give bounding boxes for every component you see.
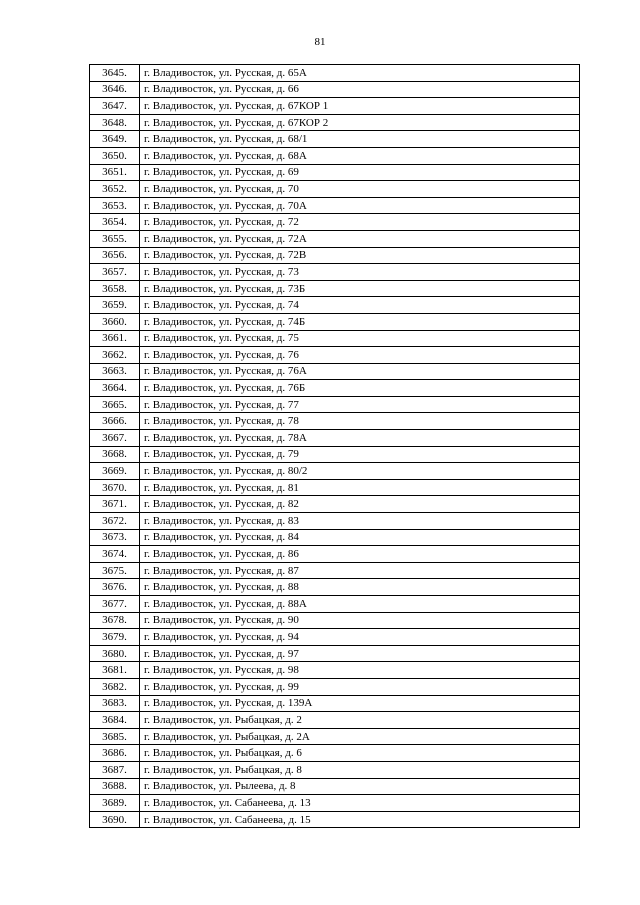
row-address: г. Владивосток, ул. Русская, д. 67КОР 1: [140, 98, 580, 115]
row-number: 3682.: [90, 678, 140, 695]
row-address: г. Владивосток, ул. Русская, д. 68А: [140, 147, 580, 164]
row-address: г. Владивосток, ул. Русская, д. 70: [140, 181, 580, 198]
table-row: [90, 645, 580, 662]
table-row: [90, 264, 580, 281]
row-number: 3658.: [90, 280, 140, 297]
row-number: 3662.: [90, 347, 140, 364]
table-row: [90, 446, 580, 463]
table-row: [90, 745, 580, 762]
row-address: г. Владивосток, ул. Русская, д. 68/1: [140, 131, 580, 148]
row-number: 3672.: [90, 513, 140, 530]
row-number: 3684.: [90, 712, 140, 729]
table-row: [90, 695, 580, 712]
table-row: [90, 147, 580, 164]
row-address: г. Владивосток, ул. Русская, д. 76Б: [140, 380, 580, 397]
table-row: [90, 197, 580, 214]
table-row: [90, 247, 580, 264]
row-number: 3686.: [90, 745, 140, 762]
row-address: г. Владивосток, ул. Русская, д. 88А: [140, 596, 580, 613]
row-address: г. Владивосток, ул. Рыбацкая, д. 2: [140, 712, 580, 729]
row-address: г. Владивосток, ул. Русская, д. 98: [140, 662, 580, 679]
table-row: [90, 596, 580, 613]
table-row: [90, 313, 580, 330]
row-address: г. Владивосток, ул. Русская, д. 78А: [140, 430, 580, 447]
row-address: г. Владивосток, ул. Рыбацкая, д. 2А: [140, 728, 580, 745]
table-row: [90, 347, 580, 364]
table-row: [90, 662, 580, 679]
row-address: г. Владивосток, ул. Русская, д. 72В: [140, 247, 580, 264]
address-table-body: [90, 65, 580, 828]
row-address: г. Владивосток, ул. Рыбацкая, д. 8: [140, 761, 580, 778]
table-row: [90, 612, 580, 629]
row-number: 3670.: [90, 479, 140, 496]
row-address: г. Владивосток, ул. Русская, д. 97: [140, 645, 580, 662]
table-row: [90, 65, 580, 82]
table-row: [90, 413, 580, 430]
row-address: г. Владивосток, ул. Русская, д. 79: [140, 446, 580, 463]
row-number: 3668.: [90, 446, 140, 463]
row-address: г. Владивосток, ул. Русская, д. 86: [140, 546, 580, 563]
row-number: 3645.: [90, 65, 140, 82]
row-address: г. Владивосток, ул. Русская, д. 78: [140, 413, 580, 430]
table-row: [90, 230, 580, 247]
table-row: [90, 712, 580, 729]
row-number: 3678.: [90, 612, 140, 629]
row-address: г. Владивосток, ул. Русская, д. 76А: [140, 363, 580, 380]
row-number: 3652.: [90, 181, 140, 198]
row-address: г. Владивосток, ул. Русская, д. 66: [140, 81, 580, 98]
row-number: 3681.: [90, 662, 140, 679]
row-address: г. Владивосток, ул. Сабанеева, д. 15: [140, 811, 580, 828]
row-number: 3690.: [90, 811, 140, 828]
row-address: г. Владивосток, ул. Русская, д. 81: [140, 479, 580, 496]
row-address: г. Владивосток, ул. Русская, д. 82: [140, 496, 580, 513]
row-number: 3675.: [90, 562, 140, 579]
row-address: г. Владивосток, ул. Русская, д. 72: [140, 214, 580, 231]
row-number: 3687.: [90, 761, 140, 778]
row-address: г. Владивосток, ул. Русская, д. 73: [140, 264, 580, 281]
table-row: [90, 181, 580, 198]
table-row: [90, 761, 580, 778]
row-number: 3649.: [90, 131, 140, 148]
row-address: г. Владивосток, ул. Сабанеева, д. 13: [140, 795, 580, 812]
row-number: 3654.: [90, 214, 140, 231]
row-address: г. Владивосток, ул. Русская, д. 139А: [140, 695, 580, 712]
row-number: 3688.: [90, 778, 140, 795]
row-number: 3667.: [90, 430, 140, 447]
row-address: г. Владивосток, ул. Русская, д. 75: [140, 330, 580, 347]
table-row: [90, 496, 580, 513]
row-number: 3656.: [90, 247, 140, 264]
row-number: 3676.: [90, 579, 140, 596]
row-address: г. Владивосток, ул. Русская, д. 80/2: [140, 463, 580, 480]
row-address: г. Владивосток, ул. Русская, д. 77: [140, 396, 580, 413]
table-row: [90, 297, 580, 314]
table-row: [90, 629, 580, 646]
row-number: 3663.: [90, 363, 140, 380]
row-address: г. Владивосток, ул. Русская, д. 70А: [140, 197, 580, 214]
row-number: 3673.: [90, 529, 140, 546]
table-row: [90, 363, 580, 380]
table-row: [90, 81, 580, 98]
row-address: г. Владивосток, ул. Русская, д. 94: [140, 629, 580, 646]
table-row: [90, 579, 580, 596]
table-row: [90, 811, 580, 828]
table-row: [90, 214, 580, 231]
row-number: 3679.: [90, 629, 140, 646]
row-number: 3659.: [90, 297, 140, 314]
table-row: [90, 463, 580, 480]
row-address: г. Владивосток, ул. Русская, д. 76: [140, 347, 580, 364]
table-row: [90, 728, 580, 745]
table-row: [90, 529, 580, 546]
row-number: 3685.: [90, 728, 140, 745]
row-number: 3646.: [90, 81, 140, 98]
row-number: 3660.: [90, 313, 140, 330]
row-address: г. Владивосток, ул. Русская, д. 67КОР 2: [140, 114, 580, 131]
row-number: 3674.: [90, 546, 140, 563]
row-number: 3653.: [90, 197, 140, 214]
row-address: г. Владивосток, ул. Русская, д. 73Б: [140, 280, 580, 297]
page-number: 81: [314, 36, 326, 48]
row-address: г. Владивосток, ул. Русская, д. 72А: [140, 230, 580, 247]
row-address: г. Владивосток, ул. Русская, д. 84: [140, 529, 580, 546]
table-row: [90, 513, 580, 530]
table-row: [90, 330, 580, 347]
row-number: 3650.: [90, 147, 140, 164]
table-row: [90, 380, 580, 397]
table-row: [90, 778, 580, 795]
row-number: 3689.: [90, 795, 140, 812]
row-address: г. Владивосток, ул. Русская, д. 90: [140, 612, 580, 629]
table-row: [90, 280, 580, 297]
table-row: [90, 131, 580, 148]
address-table: [89, 64, 580, 828]
row-number: 3655.: [90, 230, 140, 247]
row-address: г. Владивосток, ул. Рылеева, д. 8: [140, 778, 580, 795]
table-row: [90, 430, 580, 447]
row-number: 3647.: [90, 98, 140, 115]
row-number: 3677.: [90, 596, 140, 613]
row-address: г. Владивосток, ул. Рыбацкая, д. 6: [140, 745, 580, 762]
row-address: г. Владивосток, ул. Русская, д. 88: [140, 579, 580, 596]
row-address: г. Владивосток, ул. Русская, д. 87: [140, 562, 580, 579]
row-number: 3651.: [90, 164, 140, 181]
row-address: г. Владивосток, ул. Русская, д. 99: [140, 678, 580, 695]
row-number: 3680.: [90, 645, 140, 662]
row-address: г. Владивосток, ул. Русская, д. 65А: [140, 65, 580, 82]
table-row: [90, 678, 580, 695]
row-address: г. Владивосток, ул. Русская, д. 69: [140, 164, 580, 181]
table-row: [90, 164, 580, 181]
row-number: 3666.: [90, 413, 140, 430]
table-row: [90, 562, 580, 579]
row-number: 3661.: [90, 330, 140, 347]
row-number: 3657.: [90, 264, 140, 281]
table-row: [90, 114, 580, 131]
table-row: [90, 396, 580, 413]
row-address: г. Владивосток, ул. Русская, д. 74: [140, 297, 580, 314]
table-row: [90, 479, 580, 496]
table-row: [90, 795, 580, 812]
row-number: 3664.: [90, 380, 140, 397]
row-address: г. Владивосток, ул. Русская, д. 83: [140, 513, 580, 530]
row-number: 3669.: [90, 463, 140, 480]
row-number: 3665.: [90, 396, 140, 413]
table-row: [90, 546, 580, 563]
row-number: 3671.: [90, 496, 140, 513]
row-number: 3683.: [90, 695, 140, 712]
table-row: [90, 98, 580, 115]
row-address: г. Владивосток, ул. Русская, д. 74Б: [140, 313, 580, 330]
row-number: 3648.: [90, 114, 140, 131]
